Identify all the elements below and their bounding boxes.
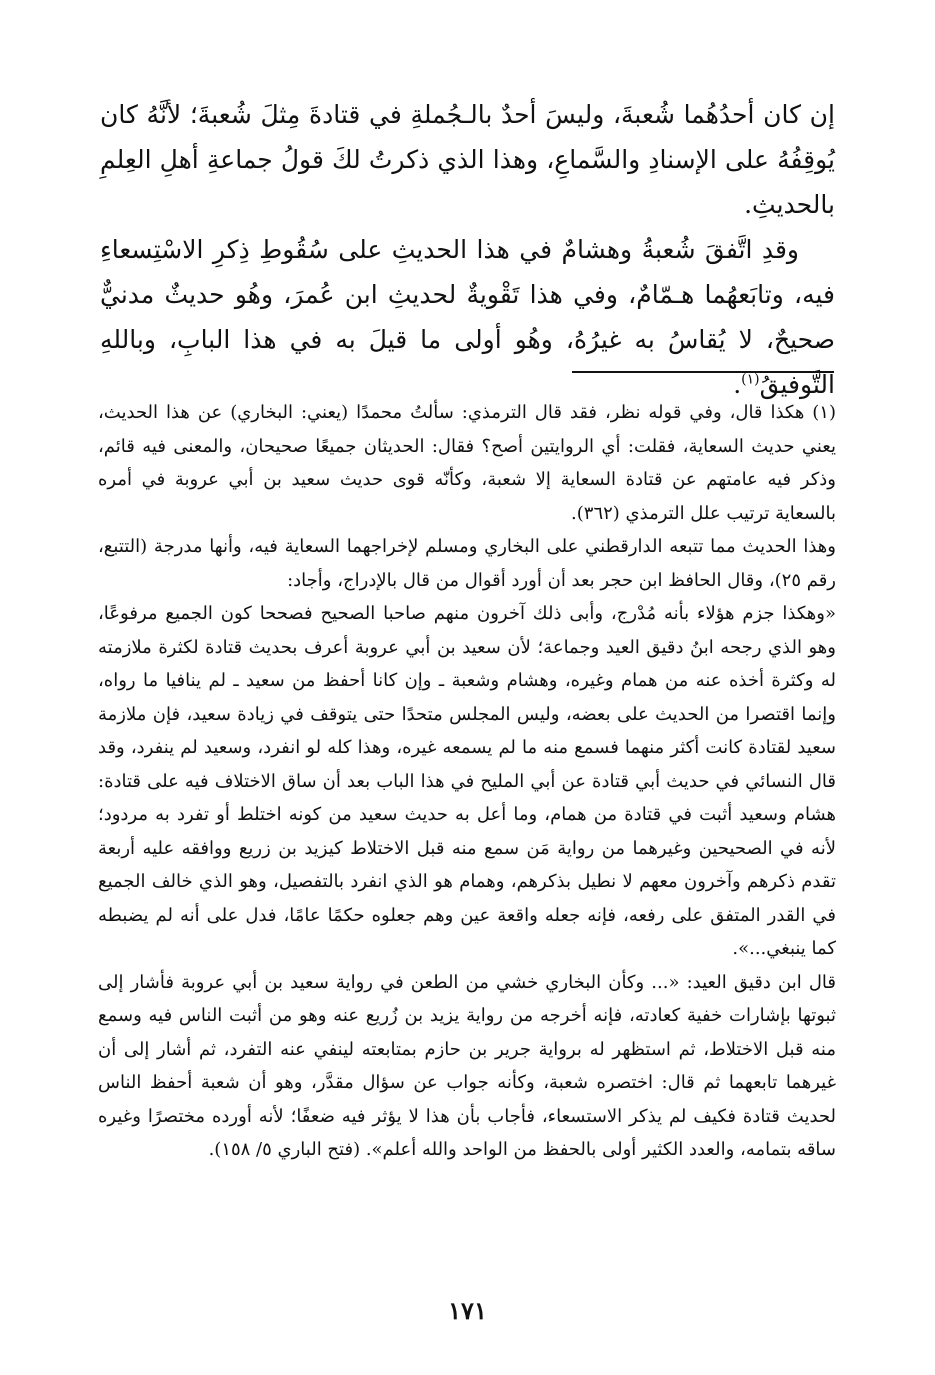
- page-number: ١٧١: [448, 1296, 487, 1325]
- main-paragraph: [100, 227, 835, 407]
- footnote-marker: (١): [741, 371, 760, 388]
- footnote-paragraph: وهذا الحديث مما تتبعه الدارقطني على البخاري ومسلم لإخراجهما السعاية فيه، وأنها مدرجة (التتبع، رقم ٢٥)، وقال الحافظ ابن حجر بعد أن أورد أقوال من قال بالإدراج، وأجاد:: [98, 536, 836, 591]
- footnote-separator: [572, 371, 834, 373]
- main-paragraph-1-text: إن كان أحدُهُما شُعبةَ، وليسَ أحدٌ بالـجُملةِ في قتادةَ مِثلَ شُعبةَ؛ لأنَّهُ كان يُوقِفُهُ على الإسنادِ والسَّماعِ، وهذا الذي ذكرتُ لكَ قولُ جماعةِ أهلِ العِلمِ بالحديثِ.: [100, 100, 835, 219]
- footnote-paragraph: (١) هكذا قال، وفي قوله نظر، فقد قال الترمذي: سألتُ محمدًا (يعني: البخاري) عن هذا الحديث، يعني حديث السعاية، فقلت: أي الروايتين أصح؟ فقال: الحديثان جميعًا صحيحان، والمعنى فيه قائم، وذكر فيه عامتهم عن قتادة السعاية إلا شعبة، وكأنّه قوى حديث سعيد بن أبي عروبة في أمره بالسعاية ترتيب علل الترمذي (٣٦٢).: [98, 402, 836, 524]
- main-paragraph: [100, 92, 835, 227]
- main-paragraph-2-text: وقدِ اتَّفقَ شُعبةُ وهشامٌ في هذا الحديثِ على سُقُوطِ ذِكرِ الاسْتِسعاءِ فيه، وتابَعهُما هـمّامٌ، وفي هذا تَقْويةٌ لحديثِ ابن عُمرَ، وهُو حديثٌ مدنيٌّ صحيحٌ، لا يُقاسُ به غيرُهُ، وهُو أولى ما قيلَ به في هذا البابِ، وباللهِ التَّوفيقُ: [100, 235, 835, 399]
- footnotes: [98, 396, 836, 1167]
- footnote-paragraph: قال ابن دقيق العيد: «... وكأن البخاري خشي من الطعن في رواية سعيد بن أبي عروبة فأشار إلى ثبوتها بإشارات خفية كعادته، فإنه أخرجه من رواية يزيد بن زُريع عنه وهو من أثبت الناس فيه وسمع منه قبل الاختلاط، ثم استظهر له برواية جرير بن حازم بمتابعته لينفي عنه التفرد، ثم أشار إلى أن غيرهما تابعهما ثم قال: اختصره شعبة، وكأنه جواب عن سؤال مقدَّر، وهو أن شعبة أحفظ الناس لحديث قتادة فكيف لم يذكر الاستسعاء، فأجاب بأن هذا لا يؤثر فيه ضعفًا؛ لأنه أورده مختصرًا وغيره ساقه بتمامه، والعدد الكثير أولى بالحفظ من الواحد والله أعلم». (فتح الباري ٥/ ١٥٨).: [98, 971, 837, 1160]
- main-paragraph-2-end: .: [733, 370, 742, 399]
- main-text: [100, 92, 835, 407]
- footnote-paragraph: «وهكذا جزم هؤلاء بأنه مُدْرج، وأبى ذلك آخرون منهم صاحبا الصحيح فصححا كون الجميع مرفوعًا، وهو الذي رجحه ابنُ دقيق العيد وجماعة؛ لأن سعيد بن أبي عروبة أعرف بحديث قتادة لكثرة ملازمته له وكثرة أخذه عنه من همام وغيره، وهشام وشعبة ـ وإن كانا أحفظ من سعيد ـ لم ينافيا ما رواه، وإنما اقتصرا من الحديث على بعضه، وليس المجلس متحدًا حتى يتوقف في زيادة سعيد، فإن ملازمة سعيد لقتادة كانت أكثر منهما فسمع منه ما لم يسمعه غيره، وهذا كله لو انفرد، وسعيد لم ينفرد، وقد قال النسائي في حديث أبي قتادة عن أبي المليح في هذا الباب بعد أن ساق الاختلاف فيه على قتادة: هشام وسعيد أثبت في قتادة من همام، وما أعل به حديث سعيد من كونه اختلط أو تفرد به مردود؛ لأنه في الصحيحين وغيرهما من رواية مَن سمع منه قبل الاختلاط كيزيد بن زريع ووافقه عليه أربعة تقدم ذكرهم وآخرون معهم لا نطيل بذكرهم، وهمام هو الذي انفرد بالتفصيل، وهو الذي خالف الجميع في القدر المتفق على رفعه، فإنه جعله واقعة عين وهم جعلوه حكمًا عامًا، فدل على أنه لم يضبطه كما ينبغي...».: [98, 603, 836, 959]
